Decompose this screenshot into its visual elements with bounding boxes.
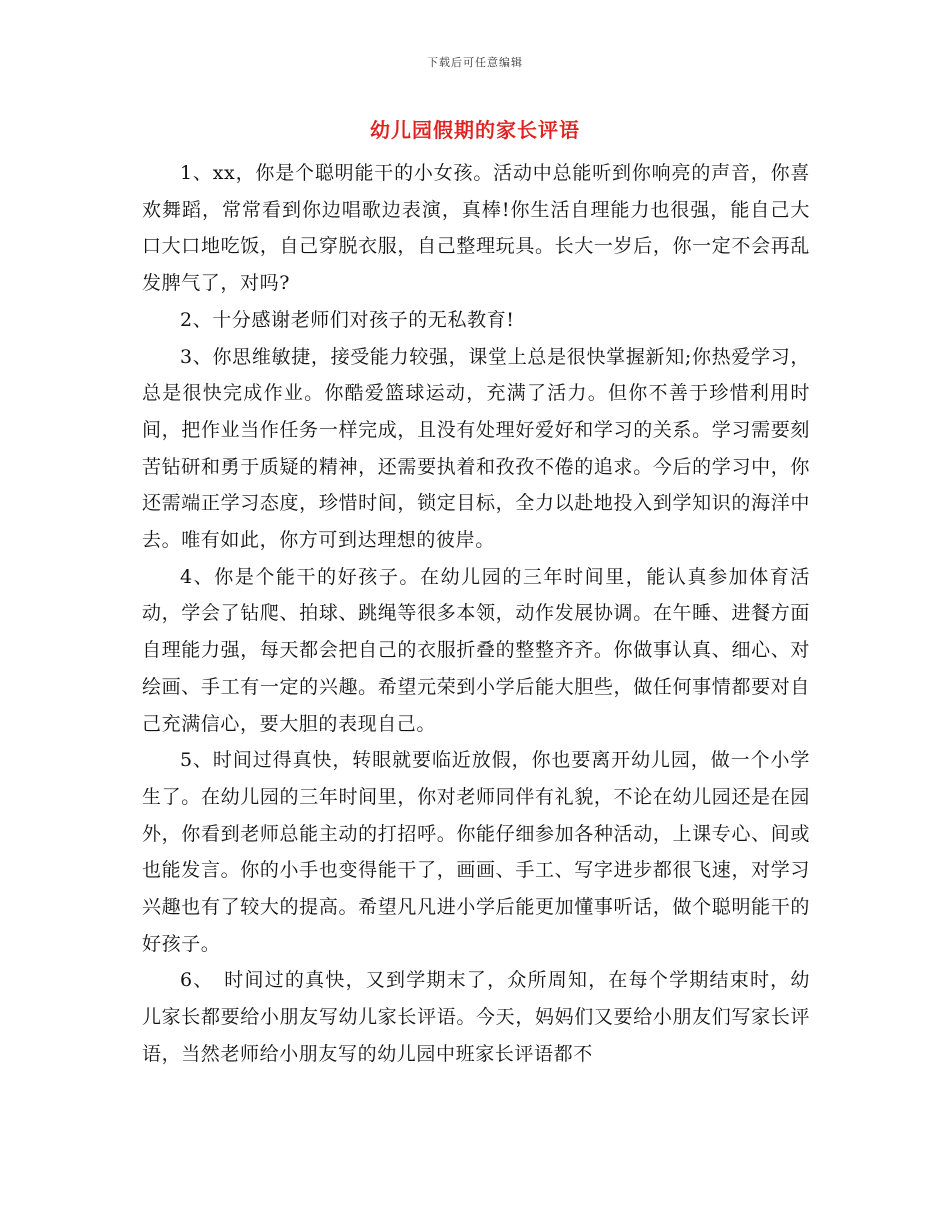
paragraph-6: 6、 时间过的真快，又到学期末了，众所周知，在每个学期结束时，幼儿家长都要给小朋友写幼儿家长评语。今天，妈妈们又要给小朋友们写家长评语，当然老师给小朋友写的幼儿园中班家长评语都不 [142, 969, 810, 1065]
document-body [142, 155, 810, 1073]
paragraph-4: 4、你是个能干的好孩子。在幼儿园的三年时间里，能认真参加体育活动，学会了钻爬、拍球、跳绳等很多本领，动作发展协调。在午睡、进餐方面自理能力强，每天都会把自己的衣服折叠的整整齐齐。你做事认真、细心、对绘画、手工有一定的兴趣。希望元荣到小学后能大胆些，做任何事情都要对自己充满信心，要大胆的表现自己。 [142, 565, 810, 735]
paragraph-5: 5、时间过得真快，转眼就要临近放假，你也要离开幼儿园，做一个小学生了。在幼儿园的三年时间里，你对老师同伴有礼貌，不论在幼儿园还是在园外，你看到老师总能主动的打招呼。你能仔细参加各种活动，上课专心、间或也能发言。你的小手也变得能干了，画画、手工、写字进步都很飞速，对学习兴趣也有了较大的提高。希望凡凡进小学后能更加懂事听话，做个聪明能干的好孩子。 [142, 749, 810, 955]
paragraph-1: 1、xx，你是个聪明能干的小女孩。活动中总能听到你响亮的声音，你喜欢舞蹈，常常看到你边唱歌边表演，真棒!你生活自理能力也很强，能自己大口大口地吃饭，自己穿脱衣服，自己整理玩具。长大一岁后，你一定不会再乱发脾气了，对吗? [142, 162, 810, 295]
header-note: 下载后可任意编辑 [427, 56, 523, 69]
paragraph-3: 3、你思维敏捷，接受能力较强，课堂上总是很快掌握新知;你热爱学习，总是很快完成作业。你酷爱篮球运动，充满了活力。但你不善于珍惜利用时间，把作业当作任务一样完成，且没有处理好爱好和学习的关系。学习需要刻苦钻研和勇于质疑的精神，还需要执着和孜孜不倦的追求。今后的学习中，你还需端正学习态度，珍惜时间，锁定目标，全力以赴地投入到学知识的海洋中去。唯有如此，你方可到达理想的彼岸。 [142, 345, 810, 552]
document-title: 幼儿园假期的家长评语 [370, 118, 580, 142]
paragraph-2: 2、十分感谢老师们对孩子的无私教育! [180, 308, 515, 331]
